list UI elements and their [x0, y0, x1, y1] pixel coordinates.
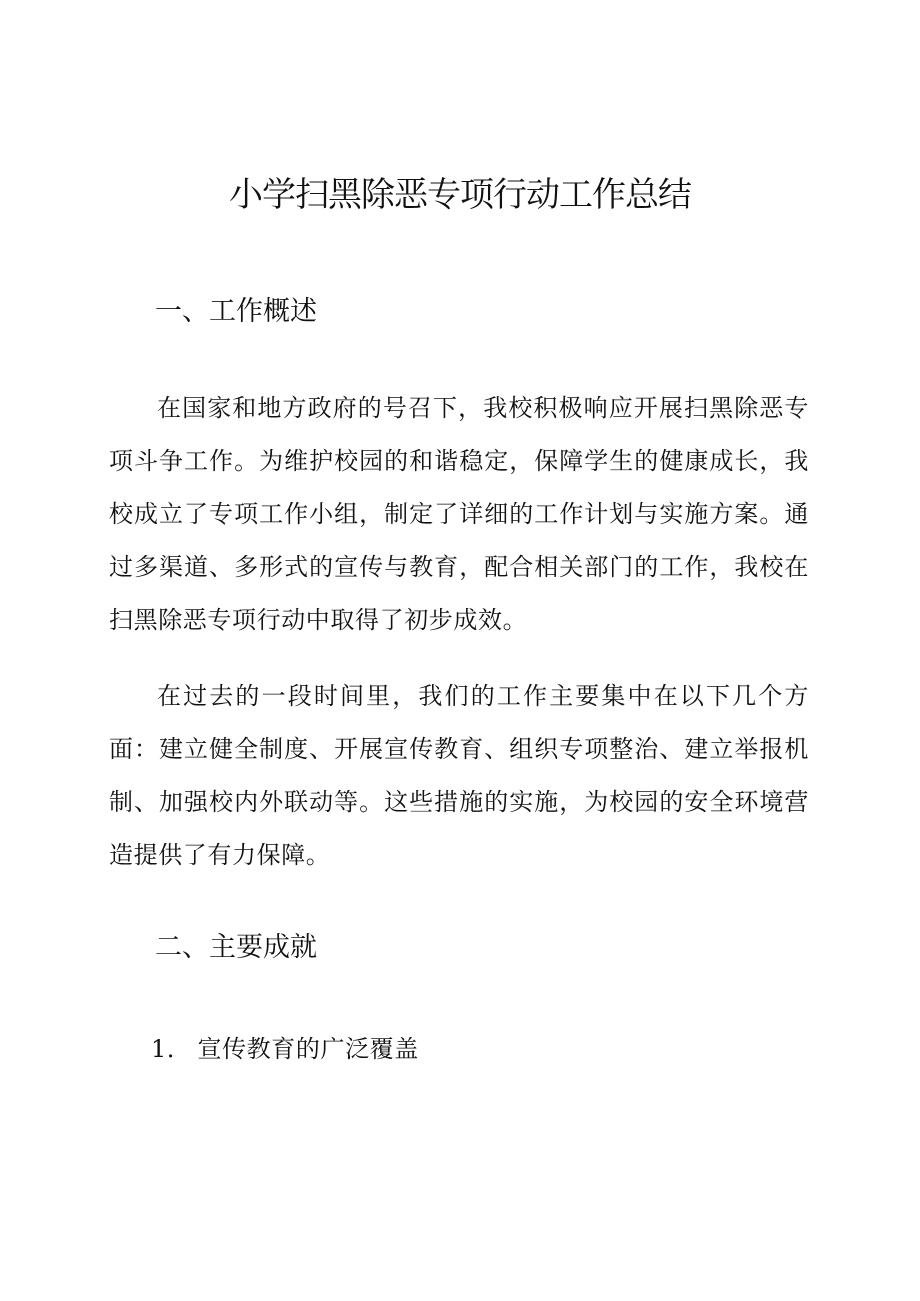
section-heading-achievements: 二、主要成就: [155, 932, 317, 963]
achievement-item-text: 宣传教育的广泛覆盖: [197, 1035, 419, 1063]
document-title: 小学扫黑除恶专项行动工作总结: [229, 175, 691, 215]
achievement-item-number: 1．: [151, 1035, 192, 1063]
section-heading-overview: 一、工作概述: [155, 296, 317, 327]
achievement-item-1: [151, 1024, 419, 1074]
overview-paragraph-1: 在国家和地方政府的号召下，我校积极响应开展扫黑除恶专项斗争工作。为维护校园的和谐稳定，保障学生的健康成长，我校成立了专项工作小组，制定了详细的工作计划与实施方案。通过多渠道、多形式的宣传与教育，配合相关部门的工作，我校在扫黑除恶专项行动中取得了初步成效。: [109, 394, 809, 634]
overview-paragraph-2: 在过去的一段时间里，我们的工作主要集中在以下几个方面：建立健全制度、开展宣传教育、组织专项整治、建立举报机制、加强校内外联动等。这些措施的实施，为校园的安全环境营造提供了有力保障。: [109, 682, 809, 869]
